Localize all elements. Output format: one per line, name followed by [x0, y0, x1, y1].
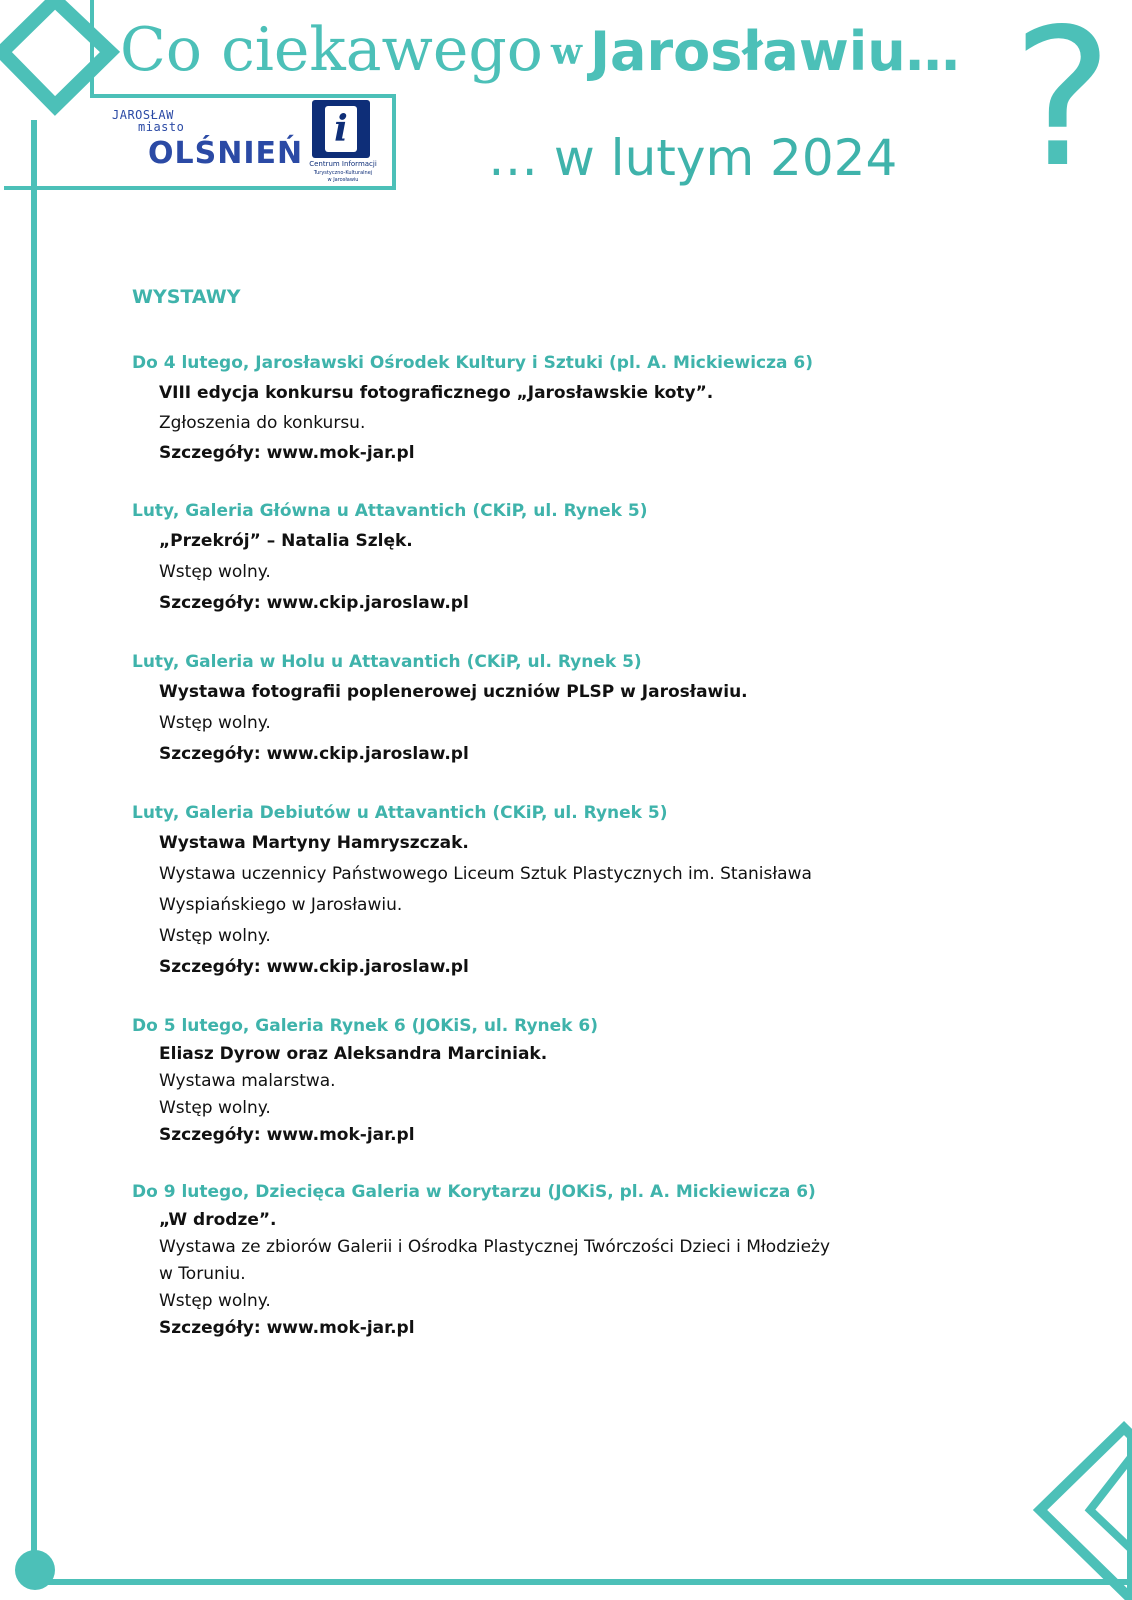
- section-title: WYSTAWY: [132, 286, 241, 308]
- frame-bottom-dot: [15, 1550, 55, 1590]
- event-heading: Do 5 lutego, Galeria Rynek 6 (JOKiS, ul. Rynek 6): [132, 1016, 598, 1036]
- event-title: Eliasz Dyrow oraz Aleksandra Marciniak.: [159, 1044, 548, 1064]
- event-heading: Luty, Galeria w Holu u Attavantich (CKiP, ul. Rynek 5): [132, 652, 642, 672]
- event-body: [132, 828, 1032, 983]
- city-logo-line2: miasto: [138, 120, 185, 134]
- info-center-logo: [308, 100, 378, 184]
- event-item: [132, 1177, 1032, 1342]
- event-line: Wstęp wolny.: [159, 713, 271, 733]
- city-logo-line3: OLŚNIEŃ: [148, 136, 304, 171]
- event-body: [132, 526, 1032, 619]
- event-details-link[interactable]: Szczegóły: www.ckip.jaroslaw.pl: [159, 957, 469, 977]
- page-title: [120, 8, 960, 94]
- event-item: [132, 1011, 1032, 1149]
- event-item: [132, 496, 1032, 619]
- city-logo-line1: JAROSŁAW: [112, 108, 174, 122]
- event-heading: Luty, Galeria Główna u Attavantich (CKiP, ul. Rynek 5): [132, 501, 648, 521]
- event-item: [132, 348, 1032, 468]
- info-logo-caption-3: w Jarosławiu: [327, 177, 359, 183]
- question-mark-icon: ?: [1012, 0, 1113, 209]
- info-icon: [312, 100, 370, 158]
- event-title: Wystawa fotografii poplenerowej uczniów PLSP w Jarosławiu.: [159, 682, 748, 702]
- info-logo-caption-2: Turystyczno-Kulturalnej: [313, 170, 373, 176]
- event-line: Wstęp wolny.: [159, 1291, 271, 1311]
- corner-diamond-small: [1090, 1456, 1132, 1550]
- event-body: [132, 378, 1032, 468]
- event-body: [132, 1207, 1032, 1342]
- title-w: w: [550, 31, 582, 73]
- event-item: [132, 647, 1032, 770]
- event-body: [132, 1041, 1032, 1149]
- title-city: Jarosławiu…: [589, 20, 960, 83]
- event-line: Zgłoszenia do konkursu.: [159, 413, 366, 433]
- corner-diamond-large: [1040, 1428, 1132, 1600]
- event-title: Wystawa Martyny Hamryszczak.: [159, 833, 469, 853]
- event-line: Wystawa uczennicy Państwowego Liceum Sztuk Plastycznych im. Stanisława: [159, 864, 812, 884]
- page-subtitle: … w lutym 2024: [488, 129, 898, 187]
- city-logo: [112, 108, 304, 176]
- event-title: „W drodze”.: [159, 1210, 277, 1230]
- main-content: [132, 282, 1032, 1370]
- event-heading: Do 4 lutego, Jarosławski Ośrodek Kultury i Sztuki (pl. A. Mickiewicza 6): [132, 353, 814, 373]
- event-heading: Luty, Galeria Debiutów u Attavantich (CKiP, ul. Rynek 5): [132, 803, 668, 823]
- event-line: Wystawa malarstwa.: [159, 1071, 336, 1091]
- title-part-1: Co ciekawego: [120, 15, 543, 85]
- event-line: Wstęp wolny.: [159, 562, 271, 582]
- event-line: w Toruniu.: [159, 1264, 246, 1284]
- event-line: Wstęp wolny.: [159, 1098, 271, 1118]
- event-title: „Przekrój” – Natalia Szlęk.: [159, 531, 413, 551]
- info-letter: i: [325, 106, 357, 152]
- event-details-link[interactable]: Szczegóły: www.mok-jar.pl: [159, 443, 415, 463]
- event-body: [132, 677, 1032, 770]
- event-details-link[interactable]: Szczegóły: www.mok-jar.pl: [159, 1318, 415, 1338]
- event-line: Wyspiańskiego w Jarosławiu.: [159, 895, 403, 915]
- event-details-link[interactable]: Szczegóły: www.ckip.jaroslaw.pl: [159, 593, 469, 613]
- event-details-link[interactable]: Szczegóły: www.ckip.jaroslaw.pl: [159, 744, 469, 764]
- event-line: Wstęp wolny.: [159, 926, 271, 946]
- event-heading: Do 9 lutego, Dziecięca Galeria w Korytarzu (JOKiS, pl. A. Mickiewicza 6): [132, 1182, 816, 1202]
- event-title: VIII edycja konkursu fotograficznego „Jarosławskie koty”.: [159, 383, 714, 403]
- event-item: [132, 798, 1032, 983]
- info-logo-caption-1: Centrum Informacji: [309, 160, 377, 168]
- event-line: Wystawa ze zbiorów Galerii i Ośrodka Plastycznej Twórczości Dzieci i Młodzieży: [159, 1237, 831, 1257]
- event-details-link[interactable]: Szczegóły: www.mok-jar.pl: [159, 1125, 415, 1145]
- corner-diamond-outer: [2, 0, 110, 106]
